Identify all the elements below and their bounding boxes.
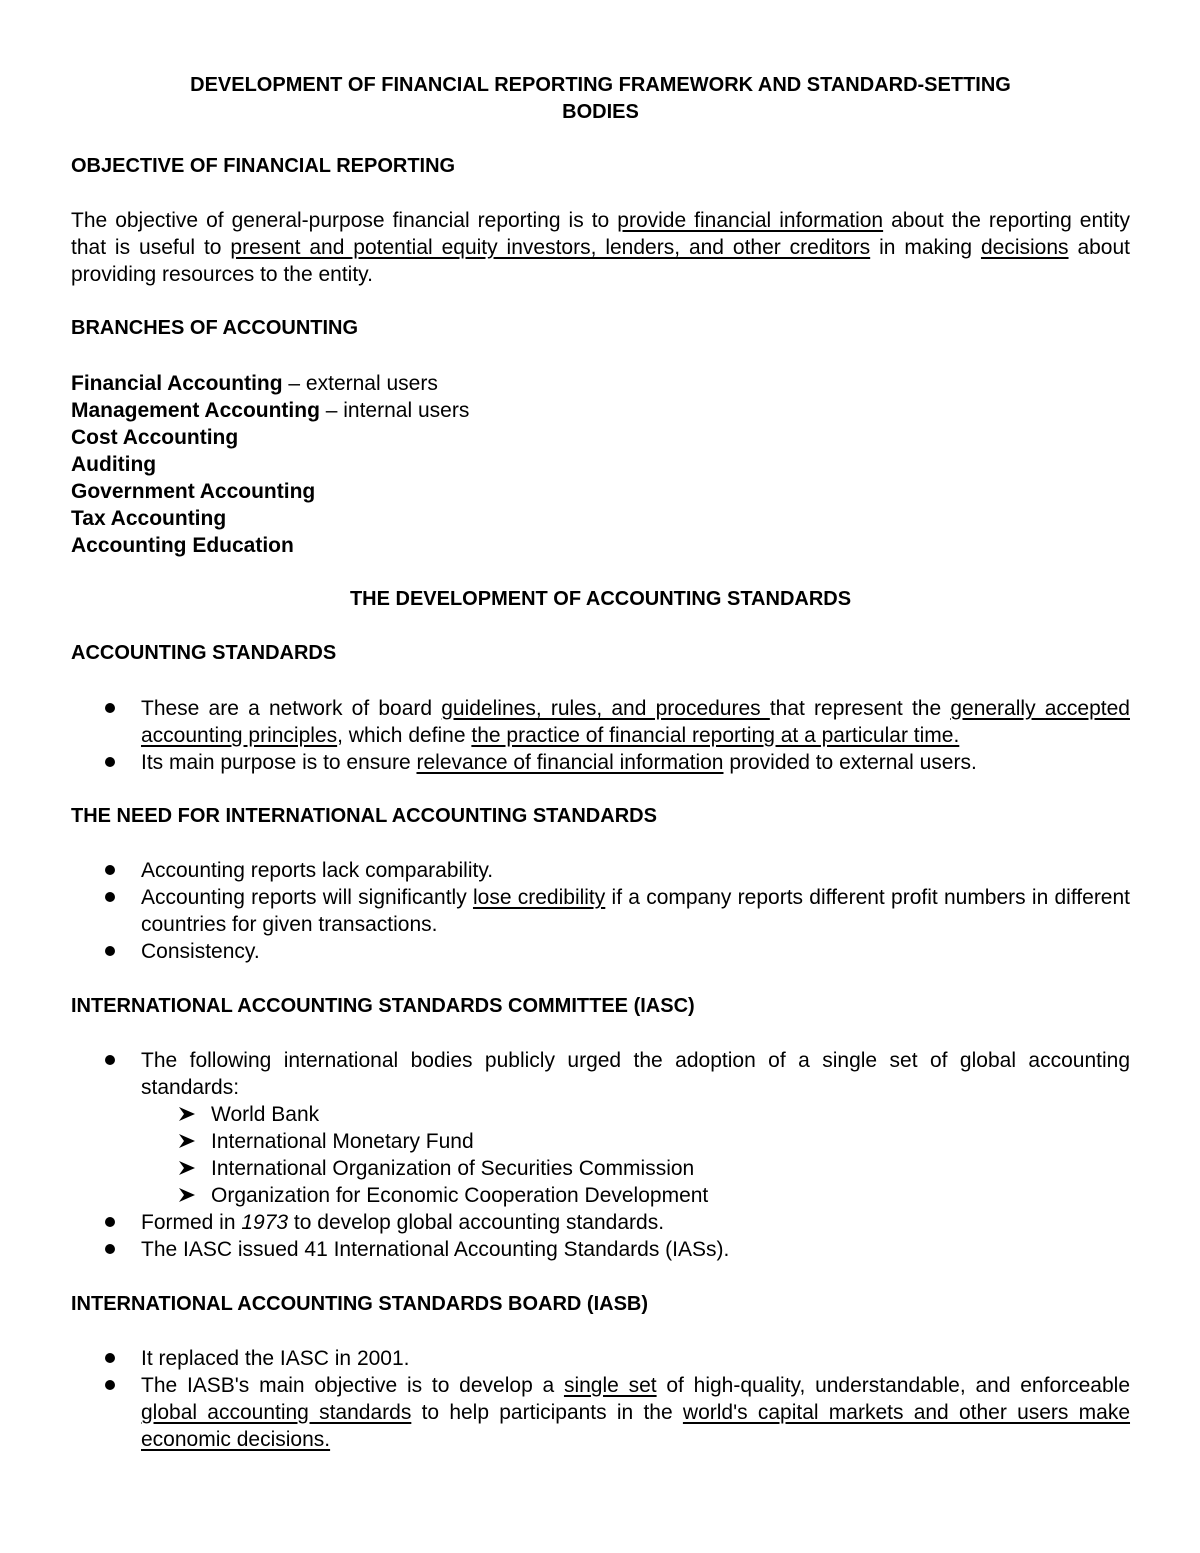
underlined-text: guidelines, rules, and procedures <box>441 697 770 720</box>
iasb-list <box>71 1345 1130 1453</box>
text-run: International Organization of Securities Commission <box>211 1157 695 1180</box>
bullet-icon <box>105 865 115 875</box>
branch-name: Accounting Education <box>71 534 294 557</box>
underlined-text: generally accepted accounting principles <box>141 697 1130 747</box>
bullet-icon <box>105 703 115 713</box>
text-run: International Monetary Fund <box>211 1130 474 1153</box>
development-heading: THE DEVELOPMENT OF ACCOUNTING STANDARDS <box>349 588 852 610</box>
underlined-text: relevance of financial information <box>416 751 724 774</box>
text-run: World Bank <box>211 1103 320 1126</box>
text-run: It replaced the IASC in 2001. <box>141 1347 410 1370</box>
text-run: about providing resources to the entity. <box>71 236 1130 286</box>
branch-name: Financial Accounting <box>71 372 283 395</box>
underlined-text: single set <box>563 1374 657 1397</box>
underlined-text: world's capital markets and other users make economic decisions. <box>141 1401 1131 1451</box>
italic-year: 1973 <box>241 1211 289 1234</box>
list-item <box>71 1372 1130 1453</box>
accounting-standards-heading: ACCOUNTING STANDARDS <box>71 642 337 664</box>
text-run: provided to external users. <box>723 751 977 774</box>
underlined-text: present and potential equity investors, lenders, and other creditors <box>230 236 871 259</box>
bullet-icon <box>105 1055 115 1065</box>
list-item <box>71 938 1130 965</box>
list-item <box>71 1047 1130 1209</box>
branch-name: Tax Accounting <box>71 507 227 530</box>
text-run: if a company reports different profit numbers in different countries for given transactions. <box>141 886 1130 936</box>
branch-item <box>71 370 1130 397</box>
text-run: Its main purpose is to ensure <box>141 751 417 774</box>
iasc-list <box>71 1047 1130 1263</box>
bullet-icon <box>105 1380 115 1390</box>
iasc-heading: INTERNATIONAL ACCOUNTING STANDARDS COMMITTEE (IASC) <box>71 995 695 1017</box>
text-run: that represent the <box>769 697 951 720</box>
list-item <box>71 857 1130 884</box>
document-title <box>71 72 1130 126</box>
underlined-text: lose credibility <box>472 886 606 909</box>
title-line-2: BODIES <box>562 101 639 123</box>
sub-list-item <box>141 1128 1130 1155</box>
iasb-heading: INTERNATIONAL ACCOUNTING STANDARDS BOARD (IASB) <box>71 1293 649 1315</box>
text-run: in making <box>870 236 981 259</box>
arrowhead-bullet-icon <box>177 1186 197 1204</box>
underlined-text: global accounting standards <box>141 1401 412 1424</box>
sub-list-item <box>141 1101 1130 1128</box>
text-run: of high-quality, understandable, and enforceable <box>656 1374 1131 1397</box>
list-item <box>71 749 1130 776</box>
text-run: , which define <box>337 724 472 747</box>
text-run: Accounting reports will significantly <box>141 886 473 909</box>
list-item <box>71 1236 1130 1263</box>
bullet-icon <box>105 757 115 767</box>
branch-item <box>71 451 1130 478</box>
branch-desc: – internal users <box>319 399 470 422</box>
bullet-icon <box>105 1217 115 1227</box>
text-run: Formed in <box>141 1211 242 1234</box>
arrowhead-bullet-icon <box>177 1105 197 1123</box>
branch-name: Cost Accounting <box>71 426 239 449</box>
list-item <box>71 1345 1130 1372</box>
bullet-icon <box>105 1244 115 1254</box>
branches-list <box>71 370 1130 559</box>
text-run: Organization for Economic Cooperation Development <box>211 1184 709 1207</box>
document-content <box>71 72 1130 1453</box>
text-run: The IASC issued 41 International Accounting Standards (IASs). <box>141 1238 730 1261</box>
arrowhead-bullet-icon <box>177 1132 197 1150</box>
text-run: about the reporting entity that is useful to <box>71 209 1130 259</box>
text-run: The following international bodies publicly urged the adoption of a single set of global accounting standards: <box>141 1049 1130 1099</box>
text-run: to help participants in the <box>411 1401 683 1424</box>
text-run: Consistency. <box>141 940 260 963</box>
branch-item <box>71 505 1130 532</box>
bullet-icon <box>105 892 115 902</box>
underlined-text: the practice of financial reporting at a particular time. <box>471 724 960 747</box>
branch-item <box>71 532 1130 559</box>
branch-name: Government Accounting <box>71 480 316 503</box>
list-item <box>71 695 1130 749</box>
branch-item <box>71 478 1130 505</box>
text-run: These are a network of board <box>141 697 442 720</box>
underlined-text: provide financial information <box>617 209 884 232</box>
bullet-icon <box>105 946 115 956</box>
underlined-text: decisions <box>980 236 1069 259</box>
text-run: The IASB's main objective is to develop a <box>141 1374 564 1397</box>
objective-heading: OBJECTIVE OF FINANCIAL REPORTING <box>71 155 456 177</box>
list-item <box>71 1209 1130 1236</box>
list-item <box>71 884 1130 938</box>
need-heading: THE NEED FOR INTERNATIONAL ACCOUNTING STANDARDS <box>71 805 657 827</box>
need-list <box>71 857 1130 965</box>
branches-heading: BRANCHES OF ACCOUNTING <box>71 317 359 339</box>
arrowhead-bullet-icon <box>177 1159 197 1177</box>
accounting-standards-list <box>71 695 1130 776</box>
branch-item <box>71 397 1130 424</box>
objective-paragraph <box>71 207 1130 288</box>
branch-name: Management Accounting <box>71 399 320 422</box>
branch-name: Auditing <box>71 453 157 476</box>
text-run: The objective of general-purpose financial reporting is to <box>71 209 618 232</box>
text-run: Accounting reports lack comparability. <box>141 859 494 882</box>
text-run: to develop global accounting standards. <box>288 1211 665 1234</box>
sub-list-item <box>141 1182 1130 1209</box>
branch-desc: – external users <box>282 372 438 395</box>
iasc-bodies-list <box>141 1101 1130 1209</box>
sub-list-item <box>141 1155 1130 1182</box>
title-line-1: DEVELOPMENT OF FINANCIAL REPORTING FRAMEWORK AND STANDARD-SETTING <box>190 74 1011 96</box>
bullet-icon <box>105 1353 115 1363</box>
branch-item <box>71 424 1130 451</box>
